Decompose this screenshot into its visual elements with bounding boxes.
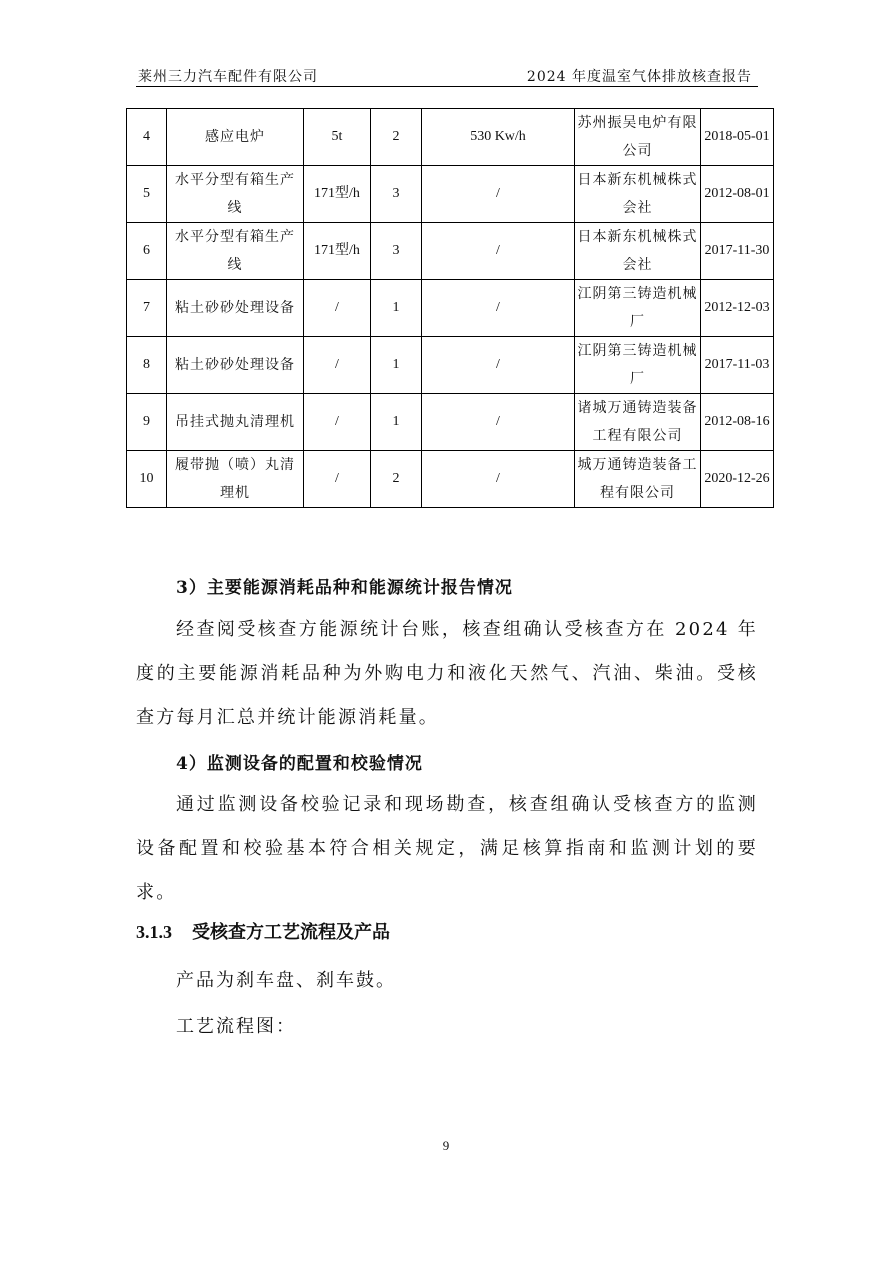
equipment-spec: /	[304, 280, 371, 337]
equipment-manufacturer: 江阴第三铸造机械厂	[575, 337, 701, 394]
page-header	[136, 60, 758, 87]
table-row	[127, 166, 774, 223]
equipment-quantity: 1	[371, 394, 422, 451]
equipment-quantity: 3	[371, 166, 422, 223]
equipment-date: 2012-12-03	[701, 280, 774, 337]
table-row	[127, 451, 774, 508]
equipment-spec: /	[304, 394, 371, 451]
page-number: 9	[442, 1138, 450, 1153]
equipment-quantity: 1	[371, 337, 422, 394]
equipment-power: 530 Kw/h	[422, 109, 575, 166]
process-flow-label: 工艺流程图：	[176, 1016, 296, 1037]
equipment-power: /	[422, 337, 575, 394]
section-title: 受核查方工艺流程及产品	[192, 922, 390, 943]
equipment-quantity: 2	[371, 451, 422, 508]
equipment-table	[126, 108, 774, 508]
equipment-spec: /	[304, 337, 371, 394]
equipment-name: 水平分型有箱生产线	[167, 166, 304, 223]
equipment-power: /	[422, 451, 575, 508]
table-row	[127, 394, 774, 451]
row-number: 4	[127, 109, 167, 166]
section-3-1-3-heading	[136, 918, 390, 944]
table-row	[127, 280, 774, 337]
section4-heading: 4）监测设备的配置和校验情况	[176, 754, 423, 774]
products-text: 产品为刹车盘、刹车鼓。	[176, 970, 396, 991]
table-row	[127, 223, 774, 280]
equipment-name: 履带抛（喷）丸清理机	[167, 451, 304, 508]
equipment-date: 2020-12-26	[701, 451, 774, 508]
equipment-power: /	[422, 280, 575, 337]
equipment-quantity: 3	[371, 223, 422, 280]
equipment-quantity: 2	[371, 109, 422, 166]
equipment-date: 2018-05-01	[701, 109, 774, 166]
equipment-manufacturer: 江阴第三铸造机械厂	[575, 280, 701, 337]
equipment-name: 水平分型有箱生产线	[167, 223, 304, 280]
table-row	[127, 337, 774, 394]
equipment-power: /	[422, 394, 575, 451]
section-number: 3.1.3	[136, 922, 172, 942]
section3-heading: 3）主要能源消耗品种和能源统计报告情况	[176, 578, 513, 598]
section3-paragraph: 经查阅受核查方能源统计台账，核查组确认受核查方在 2024 年度的主要能源消耗品种为外购电力和液化天然气、汽油、柴油。受核查方每月汇总并统计能源消耗量。	[136, 619, 758, 728]
equipment-manufacturer: 日本新东机械株式会社	[575, 166, 701, 223]
equipment-manufacturer: 诸城万通铸造装备工程有限公司	[575, 394, 701, 451]
row-number: 6	[127, 223, 167, 280]
equipment-name: 吊挂式抛丸清理机	[167, 394, 304, 451]
row-number: 10	[127, 451, 167, 508]
equipment-manufacturer: 日本新东机械株式会社	[575, 223, 701, 280]
equipment-manufacturer: 城万通铸造装备工程有限公司	[575, 451, 701, 508]
equipment-name: 粘土砂砂处理设备	[167, 337, 304, 394]
equipment-quantity: 1	[371, 280, 422, 337]
equipment-manufacturer: 苏州振吴电炉有限公司	[575, 109, 701, 166]
equipment-spec: 171型/h	[304, 166, 371, 223]
equipment-spec: 5t	[304, 109, 371, 166]
equipment-spec: /	[304, 451, 371, 508]
equipment-power: /	[422, 166, 575, 223]
row-number: 7	[127, 280, 167, 337]
equipment-date: 2017-11-30	[701, 223, 774, 280]
equipment-date: 2012-08-16	[701, 394, 774, 451]
section4-paragraph: 通过监测设备校验记录和现场勘查，核查组确认受核查方的监测设备配置和校验基本符合相关规定，满足核算指南和监测计划的要求。	[136, 794, 758, 903]
equipment-date: 2017-11-03	[701, 337, 774, 394]
equipment-power: /	[422, 223, 575, 280]
row-number: 9	[127, 394, 167, 451]
table-row	[127, 109, 774, 166]
row-number: 8	[127, 337, 167, 394]
row-number: 5	[127, 166, 167, 223]
equipment-name: 粘土砂砂处理设备	[167, 280, 304, 337]
equipment-name: 感应电炉	[167, 109, 304, 166]
equipment-date: 2012-08-01	[701, 166, 774, 223]
header-report-title: 2024 年度温室气体排放核查报告	[526, 69, 752, 85]
header-company: 莱州三力汽车配件有限公司	[138, 69, 318, 85]
equipment-spec: 171型/h	[304, 223, 371, 280]
